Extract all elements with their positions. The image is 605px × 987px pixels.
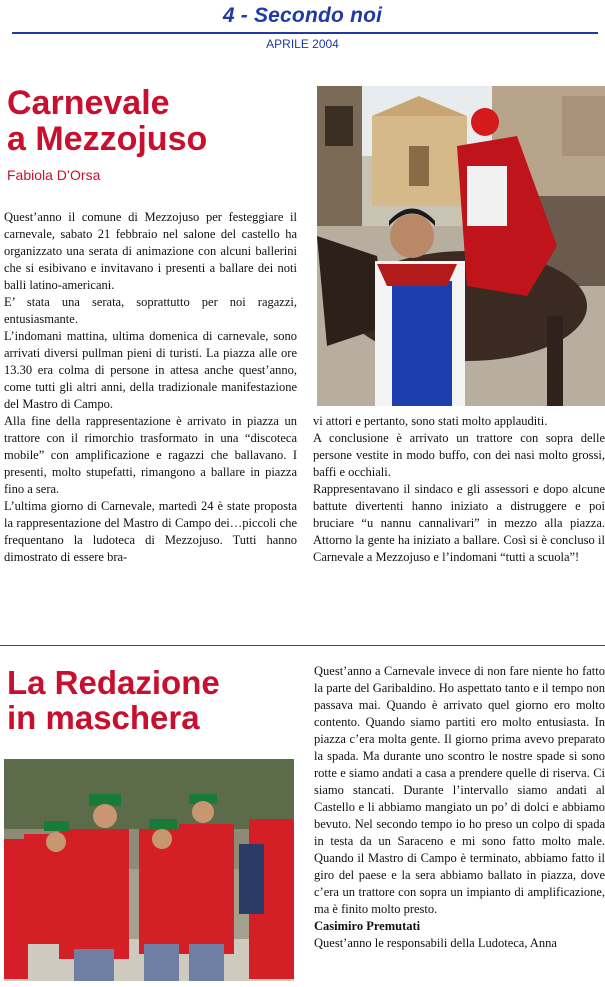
article1-headline-line1: Carnevale bbox=[7, 84, 170, 122]
article1-paragraph: Alla fine della rappresentazione è arrivato in piazza un trattore con il rimorchio trasformato in una “discoteca mobile” con amplificazione e ragazzi che ballavano. I presenti, molto stupefatti, rimangono a ballare in piazza fino a sera. bbox=[4, 414, 297, 496]
article1-paragraph: L’indomani mattina, ultima domenica di carnevale, sono arrivati diversi pullman pieni di turisti. La piazza alle ore 13.30 era colma di persone in attesa anche quest’anno, come tutti gli altri anni, della tradizionale manifestazione del Mastro di Campo. bbox=[4, 329, 297, 411]
page-header-title: 4 - Secondo noi bbox=[222, 4, 383, 27]
article1-paragraph: vi attori e pertanto, sono stati molto applauditi. bbox=[313, 414, 548, 428]
article2-paragraph: Quest’anno le responsabili della Ludoteca, Anna bbox=[314, 936, 557, 950]
carnival-horse-photo bbox=[317, 86, 605, 406]
redazione-costume-photo bbox=[4, 759, 294, 981]
article1-headline bbox=[7, 86, 207, 156]
article2-author: Casimiro Premutati bbox=[314, 919, 421, 933]
carnival-horse-illustration bbox=[317, 86, 605, 406]
article2-headline-line2: in maschera bbox=[7, 699, 200, 736]
costume-parade-illustration bbox=[4, 759, 294, 981]
article2-paragraph: Quest’anno a Carnevale invece di non fare niente ho fatto la parte del Garibaldino. Ho aspettato tanto e il tempo non passava mai. Quando è arrivato quel giorno ero molto contento. Quando siamo partiti ero molto entusiasta. In piazza c’era molta gente. Il giorno prima avevo preparato la spada. Ma durante uno scontro le nostre spade si sono rotte e siamo andati a casa a prendere quelle di riserva. Ci siamo stancati. Durante l’intervallo siamo andati al Castello e li abbiamo mangiato un po’ di dolci e abbiamo bevuto. Nel secondo tempo io ho preso un colpo di spada in testa da un Saraceno e mi sono fatto molto male. Quando il Mastro di Campo è terminato, abbiamo fatto il giro del paese e la sera abbiamo ballato in piazza, dove c’era un trattore con sopra un impianto di amplificazione, ma è finito molto presto. bbox=[314, 664, 605, 916]
issue-date: APRILE 2004 bbox=[266, 37, 339, 51]
article1-column2 bbox=[313, 413, 605, 566]
article1-headline-line2: a Mezzojuso bbox=[7, 120, 208, 158]
header-rule bbox=[12, 32, 598, 34]
section-divider bbox=[0, 645, 605, 646]
article1-column1 bbox=[4, 209, 297, 566]
article1-paragraph: A conclusione è arrivato un trattore con sopra delle persone vestite in modo buffo, con dei nasi molto grossi, baffi e occhiali. bbox=[313, 431, 605, 479]
article1-paragraph: L’ultima giorno di Carnevale, martedì 24 è state proposta la rappresentazione del Mastro di Campo dei…piccoli che frequentano la ludoteca di Mezzojuso. Tutti hanno dimostrato di essere bra- bbox=[4, 499, 297, 564]
article1-paragraph: E’ stata una serata, soprattutto per noi ragazzi, entusiasmante. bbox=[4, 295, 297, 326]
article1-paragraph: Rappresentavano il sindaco e gli assessori e dopo alcune battute divertenti hanno iniziato a distruggere e poi bruciare “u nannu cannalivari” in mezzo alla piazza. Attorno la gente ha iniziato a ballare. Così si è concluso il Carnevale a Mezzojuso e l’indomani “tutti a scuola”! bbox=[313, 482, 605, 564]
article2-headline-line1: La Redazione bbox=[7, 664, 220, 701]
article2-column2 bbox=[314, 663, 605, 952]
article2-headline bbox=[7, 666, 220, 734]
article1-paragraph: Quest’anno il comune di Mezzojuso per festeggiare il carnevale, sabato 21 febbraio nel salone del castello ha organizzato una serata di animazione con alcuni ballerini che si esibivano e invitavano i presenti a ballare dei noti balli latino-americani. bbox=[4, 210, 297, 292]
article1-byline: Fabiola D’Orsa bbox=[7, 167, 101, 183]
